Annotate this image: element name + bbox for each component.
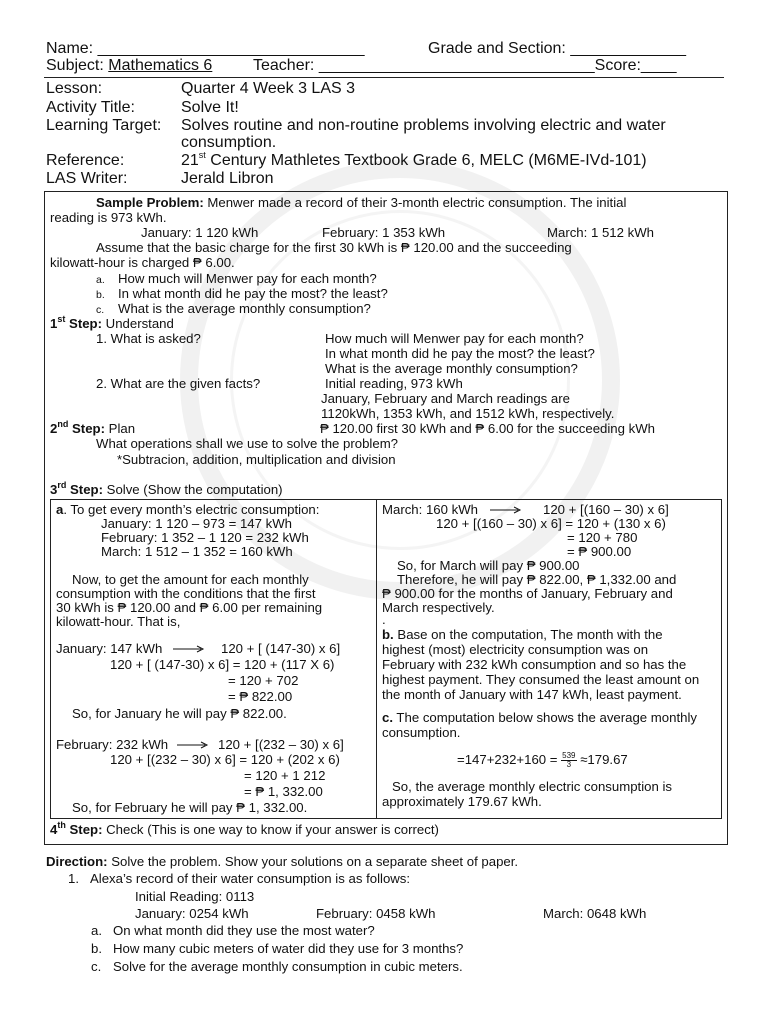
reference-value: 21st Century Mathletes Textbook Grade 6, MELC (M6ME-IVd-101) [181,150,647,169]
feb-conclusion: So, for February he will pay ₱ 1, 332.00. [72,800,308,815]
sample-mar: March: 1 512 kWh [547,225,655,240]
mar-line-3: = ₱ 900.00 [567,544,632,559]
stray-dot: . [382,612,386,627]
teacher-score-line: Teacher: _______________________________Score:____ [253,57,677,74]
solve-box-divider [376,499,377,819]
now-text-2: consumption with the conditions that the first [56,586,316,601]
question-c: c. What is the average monthly consumption? [96,301,371,316]
problem-1: 1. Alexa’s record of their water consumption is as follows: [68,871,411,886]
average-expression: =147+232+160 = $\frac{539}{3}$ ≈179.67 [457,751,628,770]
step1-a1-1: How much will Menwer pay for each month? [325,331,584,346]
part-b-4: highest payment. They consumed the least amount on [382,672,700,687]
step1-a1-3: What is the average monthly consumption? [325,361,578,376]
average-conclusion-2: approximately 179.67 kWh. [382,794,542,809]
feb-line-2: = 120 + 1 212 [244,768,326,783]
sample-jan: January: 1 120 kWh [141,225,259,240]
cons-row-jan: January: 1 120 – 973 = 147 kWh [101,516,292,531]
learning-target-value-cont: consumption. [181,134,277,151]
arrow-icon [490,506,522,514]
lesson-label: Lesson: [46,80,103,97]
step1-heading: 1st Step: Understand [50,314,174,331]
sample-assume: Assume that the basic charge for the first 30 kWh is ₱ 120.00 and the succeeding [96,240,572,255]
water-jan: January: 0254 kWh [135,906,249,921]
feb-line-1: 120 + [(232 – 30) x 6] = 120 + (202 x 6) [110,752,340,767]
step1-q2: 2. What are the given facts? [96,376,261,391]
initial-reading: Initial Reading: 0113 [135,889,255,904]
part-b-3: February with 232 kWh consumption and so has the [382,657,687,672]
step2-heading: 2nd Step: Plan [50,419,136,436]
part-a-heading: a. To get every month’s electric consumption: [56,502,320,517]
mar-conclusion: So, for March will pay ₱ 900.00 [397,558,580,573]
jan-line-2: = 120 + 702 [228,673,299,688]
writer-label: LAS Writer: [46,170,128,187]
jan-heading: January: 147 kWh [56,641,163,656]
cons-row-mar: March: 1 512 – 1 352 = 160 kWh [101,544,293,559]
part-c-1: c. The computation below shows the average monthly [382,710,697,725]
jan-conclusion: So, for January he will pay ₱ 822.00. [72,706,287,721]
mar-expr: 120 + [(160 – 30) x 6] [543,502,669,517]
step2-plan: ₱ 120.00 first 30 kWh and ₱ 6.00 for the succeeding kWh [320,421,655,436]
learning-target-label: Learning Target: [46,117,162,134]
learning-target-value: Solves routine and non-routine problems involving electric and water [181,117,666,134]
therefore-1: Therefore, he will pay ₱ 822.00, ₱ 1,332.00 and [397,572,677,587]
lesson-value: Quarter 4 Week 3 LAS 3 [181,80,356,97]
step3-heading: 3rd Step: Solve (Show the computation) [50,480,283,497]
part-b-5: the month of January with 147 kWh, least payment. [382,687,682,702]
now-text-4: kilowatt-hour. That is, [56,614,181,629]
subject-label: Subject: [46,57,109,74]
water-mar: March: 0648 kWh [543,906,647,921]
step1-a1-2: In what month did he pay the most? the least? [325,346,595,361]
mar-heading: March: 160 kWh [382,502,479,517]
feb-expr: 120 + [(232 – 30) x 6] [218,737,344,752]
arrow-icon [177,741,209,749]
grade-section-line: Grade and Section: _____________ [428,40,686,57]
question-b: b. In what month did he pay the most? the least? [96,286,388,301]
task-c: c. Solve for the average monthly consumption in cubic meters. [91,959,463,974]
sample-title: Sample Problem: [96,195,204,210]
name-line: Name: ______________________________ [46,40,365,57]
task-a: a. On what month did they use the most water? [91,923,375,938]
subject-line [46,57,212,75]
average-conclusion-1: So, the average monthly electric consumption is [392,779,673,794]
step2-answer: *Subtracion, addition, multiplication and division [117,452,396,467]
average-fraction: $\frac{539}{3}$ [562,751,576,770]
step1-a2-1: Initial reading, 973 kWh [325,376,463,391]
sample-assume-cont: kilowatt-hour is charged ₱ 6.00. [50,255,235,270]
now-text-1: Now, to get the amount for each monthly [72,572,309,587]
step1-q1: 1. What is asked? [96,331,201,346]
question-a: a. How much will Menwer pay for each month? [96,271,377,286]
subject-value: Mathematics 6 [108,57,213,74]
step1-a2-2: January, February and March readings are [321,391,570,406]
step2-question: What operations shall we use to solve the problem? [96,436,399,451]
jan-line-1: 120 + [ (147-30) x 6] = 120 + (117 X 6) [110,657,335,672]
feb-heading: February: 232 kWh [56,737,169,752]
part-b-1: b. Base on the computation, The month with the [382,627,663,642]
part-b-2: highest (most) electricity consumption was on [382,642,649,657]
task-b: b. How many cubic meters of water did they use for 3 months? [91,941,464,956]
activity-value: Solve It! [181,99,239,116]
step4-heading: 4th Step: Check (This is one way to know if your answer is correct) [50,820,439,837]
cons-row-feb: February: 1 352 – 1 120 = 232 kWh [101,530,309,545]
mar-line-2: = 120 + 780 [567,530,638,545]
arrow-icon [173,645,205,653]
direction-line: Direction: Solve the problem. Show your solutions on a separate sheet of paper. [46,854,519,869]
feb-line-3: = ₱ 1, 332.00 [244,784,323,799]
now-text-3: 30 kWh is ₱ 120.00 and ₱ 6.00 per remaining [56,600,323,615]
activity-label: Activity Title: [46,99,135,116]
header-divider [44,77,724,78]
reference-label: Reference: [46,152,125,169]
therefore-2: ₱ 900.00 for the months of January, February and [382,586,673,601]
sample-intro: Sample Problem: Menwer made a record of their 3-month electric consumption. The initial [96,195,627,210]
step1-a2-3: 1120kWh, 1353 kWh, and 1512 kWh, respectively. [321,406,615,421]
sample-intro-cont: reading is 973 kWh. [50,210,167,225]
writer-value: Jerald Libron [181,170,274,187]
jan-expr: 120 + [ (147-30) x 6] [221,641,341,656]
mar-line-1: 120 + [(160 – 30) x 6] = 120 + (130 x 6) [436,516,666,531]
part-c-2: consumption. [382,725,461,740]
sample-feb: February: 1 353 kWh [322,225,446,240]
therefore-3: March respectively. [382,600,495,615]
water-feb: February: 0458 kWh [316,906,436,921]
jan-line-3: = ₱ 822.00 [228,689,293,704]
